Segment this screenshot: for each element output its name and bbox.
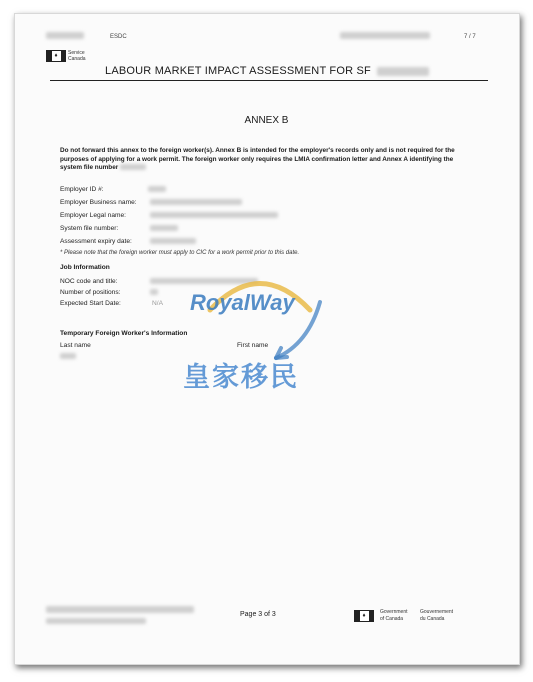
redacted-top-right	[340, 32, 430, 39]
expected-start-value: N/A	[152, 300, 163, 307]
redacted-legal-name	[150, 212, 278, 218]
service-canada-signature: Service Canada	[68, 50, 86, 62]
cic-note: * Please note that the foreign worker must apply to CIC for a work permit prior to this date.	[60, 250, 300, 256]
field-expected-start: Expected Start Date:	[60, 300, 121, 307]
redacted-expiry-date	[150, 238, 196, 244]
redacted-top-left	[46, 32, 84, 39]
first-name-label: First name	[237, 342, 269, 349]
redacted-footer-code	[46, 606, 194, 613]
tfw-info-heading: Temporary Foreign Worker's Information	[60, 330, 188, 337]
watermark-english: RoyalWay	[190, 290, 295, 315]
last-name-label: Last name	[60, 342, 91, 349]
field-assessment-expiry: Assessment expiry date:	[60, 238, 132, 245]
redacted-file-number	[120, 164, 146, 170]
gov-canada-english: Government of Canada	[380, 609, 408, 622]
gov-canada-french: Gouvernement du Canada	[420, 609, 454, 622]
header-page-ratio: 7 / 7	[464, 34, 476, 40]
annex-title: ANNEX B	[244, 115, 289, 126]
field-system-file-number: System file number:	[60, 225, 119, 232]
job-info-heading: Job Information	[60, 264, 110, 271]
canada-flag-icon: ♦	[46, 50, 66, 62]
header-divider	[50, 80, 488, 81]
field-number-positions: Number of positions:	[60, 289, 121, 296]
government-flag-icon: ♦	[354, 610, 374, 622]
redacted-title-number	[377, 67, 429, 76]
header-code: ESDC	[110, 34, 127, 40]
redacted-business-name	[150, 199, 242, 205]
field-employer-business-name: Employer Business name:	[60, 199, 137, 206]
redacted-employer-id	[148, 186, 166, 192]
redacted-last-name	[60, 353, 76, 359]
footer-page-number: Page 3 of 3	[240, 611, 276, 618]
document-title: LABOUR MARKET IMPACT ASSESSMENT FOR SF	[105, 65, 429, 77]
field-employer-id: Employer ID #:	[60, 186, 104, 193]
watermark-chinese: 皇家移民	[183, 362, 299, 392]
annex-notice: Do not forward this annex to the foreign worker(s). Annex B is intended for the employer's records only and is not required for the purposes of applying for a work permit. The foreign worker only requires the LMIA confirmation letter and Annex A identifying the system file number	[60, 147, 455, 171]
redacted-positions	[150, 289, 158, 295]
redacted-system-file	[150, 225, 178, 231]
field-noc-code: NOC code and title:	[60, 278, 118, 285]
redacted-footer-code-2	[46, 618, 146, 624]
field-employer-legal-name: Employer Legal name:	[60, 212, 126, 219]
